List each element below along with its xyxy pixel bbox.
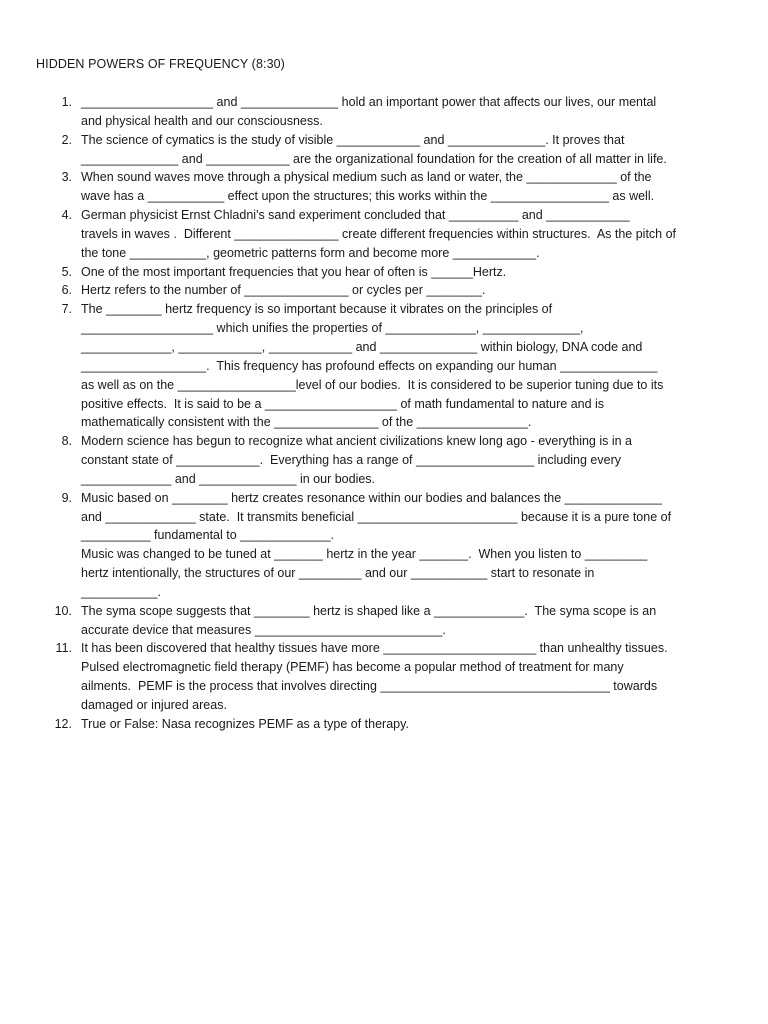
question-text-line: __________ fundamental to _____________. xyxy=(81,528,335,543)
question-number: 8. xyxy=(61,434,72,449)
question-text-line: ___________________ which unifies the properties of _____________, ______________, xyxy=(81,321,584,336)
question-number: 12. xyxy=(54,716,72,731)
question-text-line: When sound waves move through a physical medium such as land or water, the _____________ of the xyxy=(81,170,652,185)
question-text-line: positive effects. It is said to be a ___________________ of math fundamental to nature and is xyxy=(81,396,605,411)
question-text-line: ___________. xyxy=(81,584,161,599)
question-number: 4. xyxy=(61,208,72,223)
question-number: 3. xyxy=(61,170,72,185)
question-list xyxy=(0,93,768,734)
question-item xyxy=(0,281,768,300)
question-text-line: ailments. PEMF is the process that involves directing _________________________________ towards xyxy=(81,679,658,694)
question-text-line: accurate device that measures ___________________________. xyxy=(81,622,446,637)
question-text-line: ______________ and ____________ are the organizational foundation for the creation of all matter in life. xyxy=(81,151,667,166)
question-item xyxy=(0,489,768,602)
question-text-line: Music was changed to be tuned at _______ hertz in the year _______. When you listen to _________ xyxy=(81,547,648,562)
question-text-line: and physical health and our consciousness. xyxy=(81,113,323,128)
question-text-line: It has been discovered that healthy tissues have more ______________________ than unhealthy tissues. xyxy=(81,641,668,656)
question-text-line: constant state of ____________. Everything has a range of _________________ including every xyxy=(81,453,621,468)
question-text-line: The ________ hertz frequency is so important because it vibrates on the principles of xyxy=(81,302,553,317)
question-item xyxy=(0,93,768,131)
question-item xyxy=(0,715,768,734)
question-text-line: _____________ and ______________ in our bodies. xyxy=(81,471,376,486)
question-item xyxy=(0,168,768,206)
question-text-line: German physicist Ernst Chladni's sand experiment concluded that __________ and ____________ xyxy=(81,208,630,223)
question-text-line: mathematically consistent with the _______________ of the ________________. xyxy=(81,415,532,430)
question-item xyxy=(0,131,768,169)
question-text-line: __________________. This frequency has profound effects on expanding our human ______________ xyxy=(81,358,658,373)
question-number: 6. xyxy=(61,283,72,298)
question-number: 9. xyxy=(61,490,72,505)
question-text-line: and _____________ state. It transmits beneficial _______________________ because it is a pure tone of xyxy=(81,509,672,524)
question-number: 5. xyxy=(61,264,72,279)
question-text-line: Hertz refers to the number of _______________ or cycles per ________. xyxy=(81,283,486,298)
question-item xyxy=(0,432,768,489)
question-number: 7. xyxy=(61,302,72,317)
question-item xyxy=(0,206,768,263)
question-text-line: True or False: Nasa recognizes PEMF as a type of therapy. xyxy=(81,716,409,731)
question-text-line: damaged or injured areas. xyxy=(81,698,227,712)
question-item xyxy=(0,639,768,714)
question-text-line: ___________________ and ______________ hold an important power that affects our lives, our mental xyxy=(81,95,657,109)
question-item xyxy=(0,602,768,640)
question-item xyxy=(0,263,768,282)
question-text-line: One of the most important frequencies that you hear of often is ______Hertz. xyxy=(81,264,507,279)
question-text-line: The syma scope suggests that ________ hertz is shaped like a _____________. The syma scope is an xyxy=(81,603,657,618)
question-number: 11. xyxy=(55,641,72,656)
question-text-line: Pulsed electromagnetic field therapy (PEMF) has become a popular method of treatment for many xyxy=(81,660,624,675)
question-text-line: the tone ___________, geometric patterns form and become more ____________. xyxy=(81,245,540,260)
question-number: 10. xyxy=(54,603,72,618)
question-item xyxy=(0,300,768,432)
question-text-line: hertz intentionally, the structures of our _________ and our ___________ start to resonate in xyxy=(81,566,595,581)
question-text-line: Modern science has begun to recognize what ancient civilizations knew long ago - everything is in a xyxy=(81,434,633,449)
question-text-line: travels in waves . Different _______________ create different frequencies within structures. As the pitch of xyxy=(81,226,677,241)
question-text-line: as well as on the _________________level of our bodies. It is considered to be superior tuning due to its xyxy=(81,377,664,392)
question-number: 2. xyxy=(61,132,72,147)
question-text-line: Music based on ________ hertz creates resonance within our bodies and balances the ______________ xyxy=(81,490,662,505)
question-text-line: wave has a ___________ effect upon the structures; this works within the _________________ as well. xyxy=(81,189,655,204)
question-text-line: _____________, ____________, ____________ and ______________ within biology, DNA code and xyxy=(81,339,643,354)
question-number: 1. xyxy=(61,95,72,109)
worksheet-title: HIDDEN POWERS OF FREQUENCY (8:30) xyxy=(36,57,285,71)
question-text-line: The science of cymatics is the study of visible ____________ and ______________. It proves that xyxy=(81,132,625,147)
